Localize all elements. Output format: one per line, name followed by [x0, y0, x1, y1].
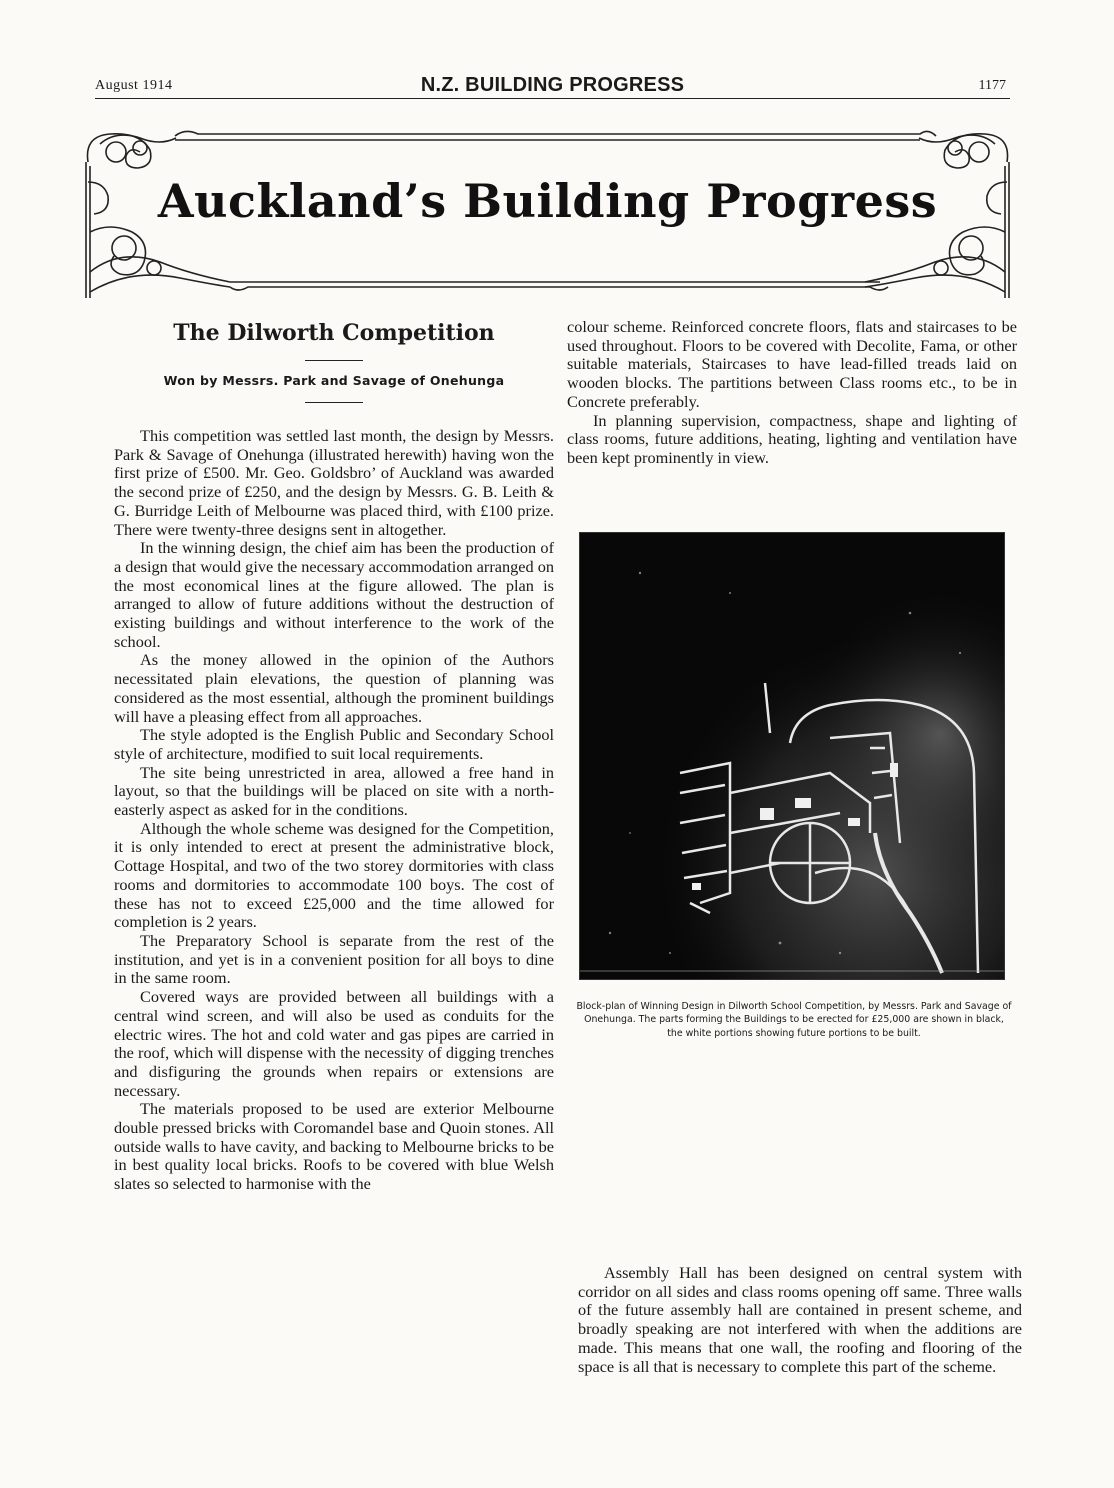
- paragraph: Although the whole scheme was designed for the Competition, it is only intended to erect at present the administrative block, Cottage Hospital, and two of the two storey dormitories with class rooms and dormitories to accommodate 100 boys. The cost of these has not to exceed £25,000 and the time allowed for completion is 2 years.: [114, 818, 554, 932]
- paragraph: Covered ways are provided between all buildings with a central wind screen, and will also be used as conduits for the electric wires. The hot and cold water and gas pipes are carried in the roof, which will dispense with the necessity of digging trenches and disfiguring the grounds when repairs or extensions are necessary.: [114, 987, 554, 1100]
- figure-caption: Block-plan of Winning Design in Dilworth School Competition, by Messrs. Park and Savage of Onehunga. The parts forming the Buildings to be erected for £25,000 are shown in black, the white portions showing future portions to be built.: [576, 1001, 1012, 1039]
- article-title: The Dilworth Competition: [173, 320, 495, 346]
- issue-date: August 1914: [95, 78, 173, 93]
- paragraph: As the money allowed in the opinion of the Authors necessitated plain elevations, the question of planning was considered as the most essential, although the prominent buildings will have a pleasing effect from all approaches.: [114, 650, 554, 726]
- paragraph: The site being unrestricted in area, allowed a free hand in layout, so that the buildings will be placed on site with a north-easterly aspect as asked for in the conditions.: [114, 762, 554, 820]
- page-number: 1177: [978, 78, 1006, 93]
- divider: [305, 360, 363, 361]
- running-header: [95, 72, 1010, 99]
- divider: [305, 402, 363, 403]
- article-right-column-continued: [578, 1264, 1022, 1376]
- block-plan-photo: [579, 532, 1005, 980]
- block-plan-icon: [580, 533, 1004, 979]
- title-banner: [80, 122, 1015, 298]
- paragraph: The style adopted is the English Public and Secondary School style of architecture, modified to suit local requirements.: [114, 725, 554, 763]
- paragraph: The Preparatory School is separate from the rest of the institution, and yet is in a convenient position for all boys to dine in the same room.: [114, 930, 554, 988]
- banner-title: Auckland’s Building Progress: [157, 174, 938, 228]
- paragraph: In the winning design, the chief aim has been the production of a design that would give the necessary accommodation arranged on the most economical lines at the figure allowed. The plan is arranged to allow of future additions without the destruction of existing buildings and without interference to the work of the school.: [114, 538, 554, 651]
- paragraph: The materials proposed to be used are exterior Melbourne double pressed bricks with Coromandel base and Quoin stones. All outside walls to have cavity, and backing to Melbourne bricks to be in best quality local bricks. Roofs to be covered with blue Welsh slates so selected to harmonise with the: [114, 1099, 554, 1194]
- article-right-column: [567, 318, 1017, 468]
- paragraph: Assembly Hall has been designed on central system with corridor on all sides and class rooms opening off same. Three walls of the future assembly hall are contained in present scheme, and broadly speaking are not interfered with when the additions are made. This means that one wall, the roofing and flooring of the space is all that is necessary to complete this part of the scheme.: [578, 1263, 1022, 1376]
- paragraph: colour scheme. Reinforced concrete floors, flats and staircases to be used throughout. Floors to be covered with Decolite, Fama, or other suitable materials, Staircases to have lead-filled treads laid on wooden blocks. The partitions between Class rooms etc., to be in Concrete preferably.: [567, 317, 1017, 411]
- paragraph: This competition was settled last month, the design by Messrs. Park & Savage of Onehunga (illustrated herewith) having won the first prize of £500. Mr. Geo. Goldsbro’ of Auckland was awarded the second prize of £250, and the design by Messrs. G. B. Leith & G. Burridge Leith of Melbourne was placed third, with £100 prize. There were twenty-three designs sent in altogether.: [114, 426, 554, 539]
- paragraph: In planning supervision, compactness, shape and lighting of class rooms, future additions, heating, lighting and ventilation have been kept prominently in view.: [567, 410, 1017, 467]
- article-left-column: [114, 318, 554, 1194]
- article-subtitle: Won by Messrs. Park and Savage of Onehunga: [163, 373, 505, 388]
- magazine-title: N.Z. BUILDING PROGRESS: [420, 74, 685, 96]
